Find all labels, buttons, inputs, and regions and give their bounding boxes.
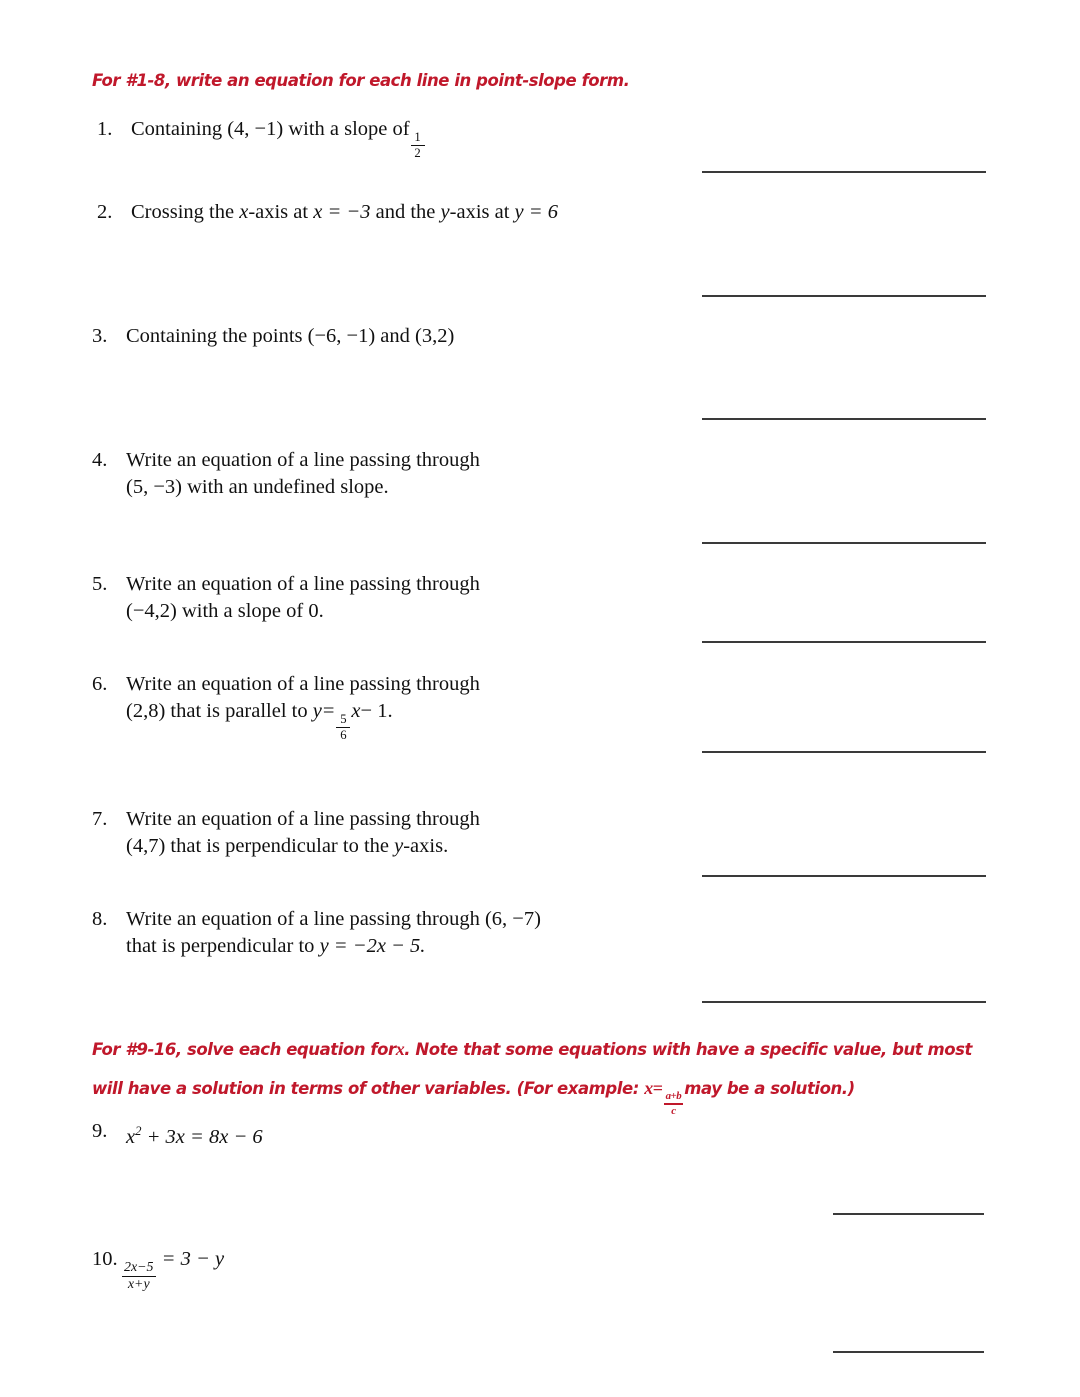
problem-9-equation-rest: + 3x = 8x − 6	[146, 1125, 263, 1148]
answer-line-10[interactable]	[833, 1351, 984, 1353]
fraction-numerator: a+b	[665, 1090, 682, 1103]
problem-9-exponent: 2	[135, 1124, 142, 1138]
problem-number-8: 8.	[92, 908, 108, 930]
problem-7-suffix: -axis.	[403, 835, 449, 857]
problem-5-line-1: Write an equation of a line passing through	[126, 573, 480, 595]
problem-7-prefix: (4,7) that is perpendicular to the	[126, 835, 395, 857]
problem-2-equation-y: y = 6	[514, 201, 558, 223]
problem-text-10	[121, 1246, 552, 1292]
answer-line-6[interactable]	[702, 751, 986, 753]
problem-7-var-y: y	[394, 835, 404, 857]
problem-item-5	[92, 571, 652, 625]
fraction-denominator: x+y	[127, 1277, 150, 1293]
answer-line-3[interactable]	[702, 418, 986, 420]
answer-line-1[interactable]	[702, 171, 986, 173]
problem-2-part-d: -axis at	[449, 201, 515, 223]
problem-10-equation-rest: = 3 − y	[161, 1248, 225, 1270]
problem-2-part-a: Crossing the	[131, 201, 240, 223]
section-heading-2	[92, 1030, 972, 1117]
problem-8-line-1: Write an equation of a line passing through (6, −7)	[126, 908, 541, 930]
problem-item-6	[92, 671, 652, 742]
problem-item-2	[97, 199, 697, 226]
answer-line-7[interactable]	[702, 875, 986, 877]
problem-number-4: 4.	[92, 449, 108, 471]
fraction-denominator: 6	[340, 728, 347, 743]
problem-number-1: 1.	[97, 118, 113, 140]
problem-9-var-x: x	[126, 1125, 136, 1148]
problem-4-line-2: (5, −3) with an undefined slope.	[126, 476, 389, 498]
section-heading-2-var-x: x	[395, 1039, 405, 1059]
problem-number-2: 2.	[97, 201, 113, 223]
problem-6-var-y: y	[312, 700, 322, 722]
problem-number-7: 7.	[92, 808, 108, 830]
problem-2-equation-x: x = −3	[313, 201, 371, 223]
problem-text-3: Containing the points (−6, −1) and (3,2)	[126, 325, 455, 347]
fraction-a-plus-b-over-c	[664, 1091, 684, 1116]
problem-number-6: 6.	[92, 673, 108, 695]
problem-number-10: 10.	[92, 1248, 118, 1270]
problem-8-equation: y = −2x − 5.	[319, 935, 426, 957]
problem-text-9	[126, 1118, 552, 1151]
fraction-five-sixths	[336, 713, 350, 742]
problem-item-9	[92, 1118, 552, 1151]
fraction-2x-minus-5-over-x-plus-y	[122, 1261, 156, 1292]
problem-2-var-x: x	[239, 201, 249, 223]
problem-item-8	[92, 906, 712, 960]
problem-item-7	[92, 806, 652, 860]
problem-8-prefix: that is perpendicular to	[126, 935, 320, 957]
section-heading-2-example-var: x	[644, 1078, 653, 1098]
problem-6-line-1: Write an equation of a line passing through	[126, 673, 480, 695]
section-heading-1	[92, 62, 629, 100]
problem-5-line-2: (−4,2) with a slope of 0.	[126, 600, 324, 622]
problem-4-line-1: Write an equation of a line passing through	[126, 449, 480, 471]
problem-text-1	[131, 116, 637, 160]
problem-8-line-2	[126, 935, 425, 957]
problem-number-3: 3.	[92, 325, 108, 347]
problem-number-5: 5.	[92, 573, 108, 595]
problem-text-4	[126, 447, 652, 501]
problem-text-2	[131, 199, 697, 226]
answer-line-2[interactable]	[702, 295, 986, 297]
answer-line-4[interactable]	[702, 542, 986, 544]
answer-line-9[interactable]	[833, 1213, 984, 1215]
problem-2-var-y: y	[440, 201, 450, 223]
problem-2-part-c: and the	[370, 201, 441, 223]
problem-6-prefix: (2,8) that is parallel to	[126, 700, 313, 722]
problem-item-10	[92, 1246, 552, 1292]
fraction-numerator: 2x−5	[124, 1259, 154, 1275]
problem-7-line-1: Write an equation of a line passing through	[126, 808, 480, 830]
problem-item-4	[92, 447, 652, 501]
fraction-numerator: 1	[414, 130, 421, 145]
problem-6-line-2	[126, 700, 398, 743]
problem-6-var-x: x	[351, 700, 361, 722]
section-heading-2-line-2-b: may be a solution.)	[684, 1079, 855, 1098]
answer-line-5[interactable]	[702, 641, 986, 643]
problem-item-1	[97, 116, 637, 160]
section-heading-1-text: For #1-8, write an equation for each line in point-slope form.	[92, 71, 630, 90]
problem-text-5	[126, 571, 652, 625]
problem-6-equals: =	[322, 700, 335, 722]
problem-text-7	[126, 806, 652, 860]
problem-7-line-2	[126, 835, 448, 857]
problem-6-tail: − 1.	[360, 700, 393, 722]
section-heading-2-line-2-a: will have a solution in terms of other variables. (For example:	[92, 1079, 639, 1098]
fraction-one-half	[411, 131, 425, 160]
problem-text-6	[126, 671, 652, 742]
section-heading-2-line-1-b: . Note that some equations with have a specific value, but most	[404, 1040, 972, 1059]
section-heading-2-example-equals: =	[652, 1078, 663, 1098]
answer-line-8[interactable]	[702, 1001, 986, 1003]
fraction-denominator: c	[671, 1104, 676, 1117]
problem-number-9: 9.	[92, 1120, 108, 1142]
problem-text-8	[126, 906, 712, 960]
problem-1-statement: Containing (4, −1) with a slope of	[131, 118, 410, 140]
problem-item-3	[92, 323, 692, 350]
fraction-denominator: 2	[414, 146, 421, 161]
problem-2-part-b: -axis at	[248, 201, 314, 223]
section-heading-2-line-1-a: For #9-16, solve each equation for	[92, 1040, 396, 1059]
fraction-numerator: 5	[340, 712, 347, 727]
